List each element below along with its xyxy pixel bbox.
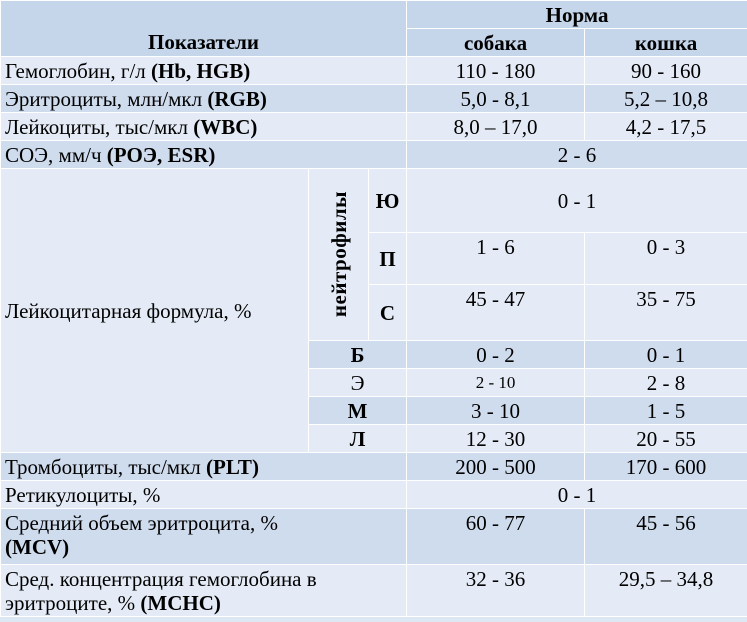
table-row [1,509,747,565]
dog-value: 60 - 77 [407,509,585,565]
row-name: Гемоглобин, г/л (Hb, HGB) [1,57,407,85]
sublabel: С [369,285,407,341]
table-row [1,85,747,113]
shared-value: 0 - 1 [407,169,747,233]
shared-value: 0 - 1 [407,481,747,509]
sublabel: П [369,233,407,285]
table-row [1,141,747,169]
cat-value: 29,5 – 34,8 [585,565,747,617]
dog-value: 12 - 30 [407,425,585,453]
cat-value: 170 - 600 [585,453,747,481]
table-row [1,565,747,617]
dog-value: 0 - 2 [407,341,585,369]
dog-value: 200 - 500 [407,453,585,481]
shared-value: 2 - 6 [407,141,747,169]
cat-value: 90 - 160 [585,57,747,85]
row-name: Ретикулоциты, % [1,481,407,509]
dog-value: 110 - 180 [407,57,585,85]
table-row [1,481,747,509]
header-cat: кошка [585,29,747,57]
table-row [1,113,747,141]
dog-value: 1 - 6 [407,233,585,285]
dog-value: 45 - 47 [407,285,585,341]
header-dog: собака [407,29,585,57]
cat-value: 2 - 8 [585,369,747,397]
dog-value: 5,0 - 8,1 [407,85,585,113]
cat-value: 35 - 75 [585,285,747,341]
dog-value: 2 - 10 [407,369,585,397]
row-name: Тромбоциты, тыс/мкл (PLT) [1,453,407,481]
formula-name: Лейкоцитарная формула, % [1,169,309,453]
row-name: Сред. концентрация гемоглобина в эритроците, % (МСНС) [1,565,407,617]
row-name: Средний объем эритроцита, % (MCV) [1,509,407,565]
row-name: Лейкоциты, тыс/мкл (WBC) [1,113,407,141]
header-norm: Норма [407,1,747,29]
cat-value: 5,2 – 10,8 [585,85,747,113]
sublabel: М [309,397,407,425]
sublabel: Б [309,341,407,369]
row-name: СОЭ, мм/ч (РОЭ, ESR) [1,141,407,169]
neutrophils-cell [309,169,369,341]
cat-value: 45 - 56 [585,509,747,565]
cat-value: 0 - 3 [585,233,747,285]
cat-value: 4,2 - 17,5 [585,113,747,141]
dog-value: 8,0 – 17,0 [407,113,585,141]
row-name: Эритроциты, млн/мкл (RGB) [1,85,407,113]
table-row [1,169,747,233]
sublabel: Э [309,369,407,397]
cat-value: 0 - 1 [585,341,747,369]
neutrophils-label: нейтрофилы [326,191,351,318]
cat-value: 1 - 5 [585,397,747,425]
header-indicators: Показатели [1,1,407,57]
sublabel: Ю [369,169,407,233]
dog-value: 3 - 10 [407,397,585,425]
dog-value: 32 - 36 [407,565,585,617]
table-row [1,453,747,481]
cat-value: 20 - 55 [585,425,747,453]
table-row [1,57,747,85]
sublabel: Л [309,425,407,453]
